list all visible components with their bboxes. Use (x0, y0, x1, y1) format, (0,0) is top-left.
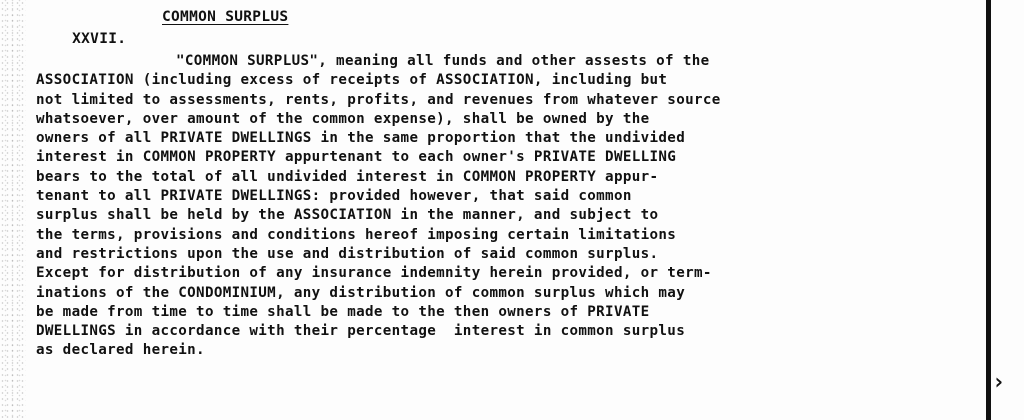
paragraph-line: bears to the total of all undivided interest in COMMON PROPERTY appur- (36, 168, 659, 185)
paragraph-line: ASSOCIATION (including excess of receipts of ASSOCIATION, including but (36, 72, 668, 89)
paragraph-line: as declared herein. (36, 342, 205, 359)
section-paragraph (36, 52, 980, 361)
scan-speckle-margin (0, 0, 26, 420)
section-number: XXVII. (72, 31, 127, 47)
paragraph-line: owners of all PRIVATE DWELLINGS in the same proportion that the undivided (36, 130, 686, 147)
paragraph-line: inations of the CONDOMINIUM, any distribution of common surplus which may (36, 284, 686, 301)
section-title: COMMON SURPLUS (162, 9, 289, 25)
paragraph-line: the terms, provisions and conditions hereof imposing certain limitations (36, 226, 677, 243)
paragraph-line: Except for distribution of any insurance indemnity herein provided, or term- (36, 265, 712, 282)
paragraph-line: interest in COMMON PROPERTY appurtenant to each owner's PRIVATE DWELLING (36, 149, 677, 166)
margin-mark: › (992, 370, 1006, 395)
paragraph-line: "COMMON SURPLUS", meaning all funds and other assests of the (176, 53, 710, 69)
paragraph-line: whatsoever, over amount of the common expense), shall be owned by the (36, 110, 650, 127)
paragraph-line: be made from time to time shall be made to the then owners of PRIVATE (36, 303, 650, 320)
paragraph-line: surplus shall be held by the ASSOCIATION in the manner, and subject to (36, 207, 659, 224)
paragraph-line: not limited to assessments, rents, profits, and revenues from whatever source (36, 91, 721, 108)
paragraph-line: DWELLINGS in accordance with their percentage interest in common surplus (36, 323, 686, 340)
paragraph-line: tenant to all PRIVATE DWELLINGS: provided however, that said common (36, 188, 632, 205)
page-edge-rule (986, 0, 991, 420)
paragraph-line: and restrictions upon the use and distribution of said common surplus. (36, 245, 659, 262)
